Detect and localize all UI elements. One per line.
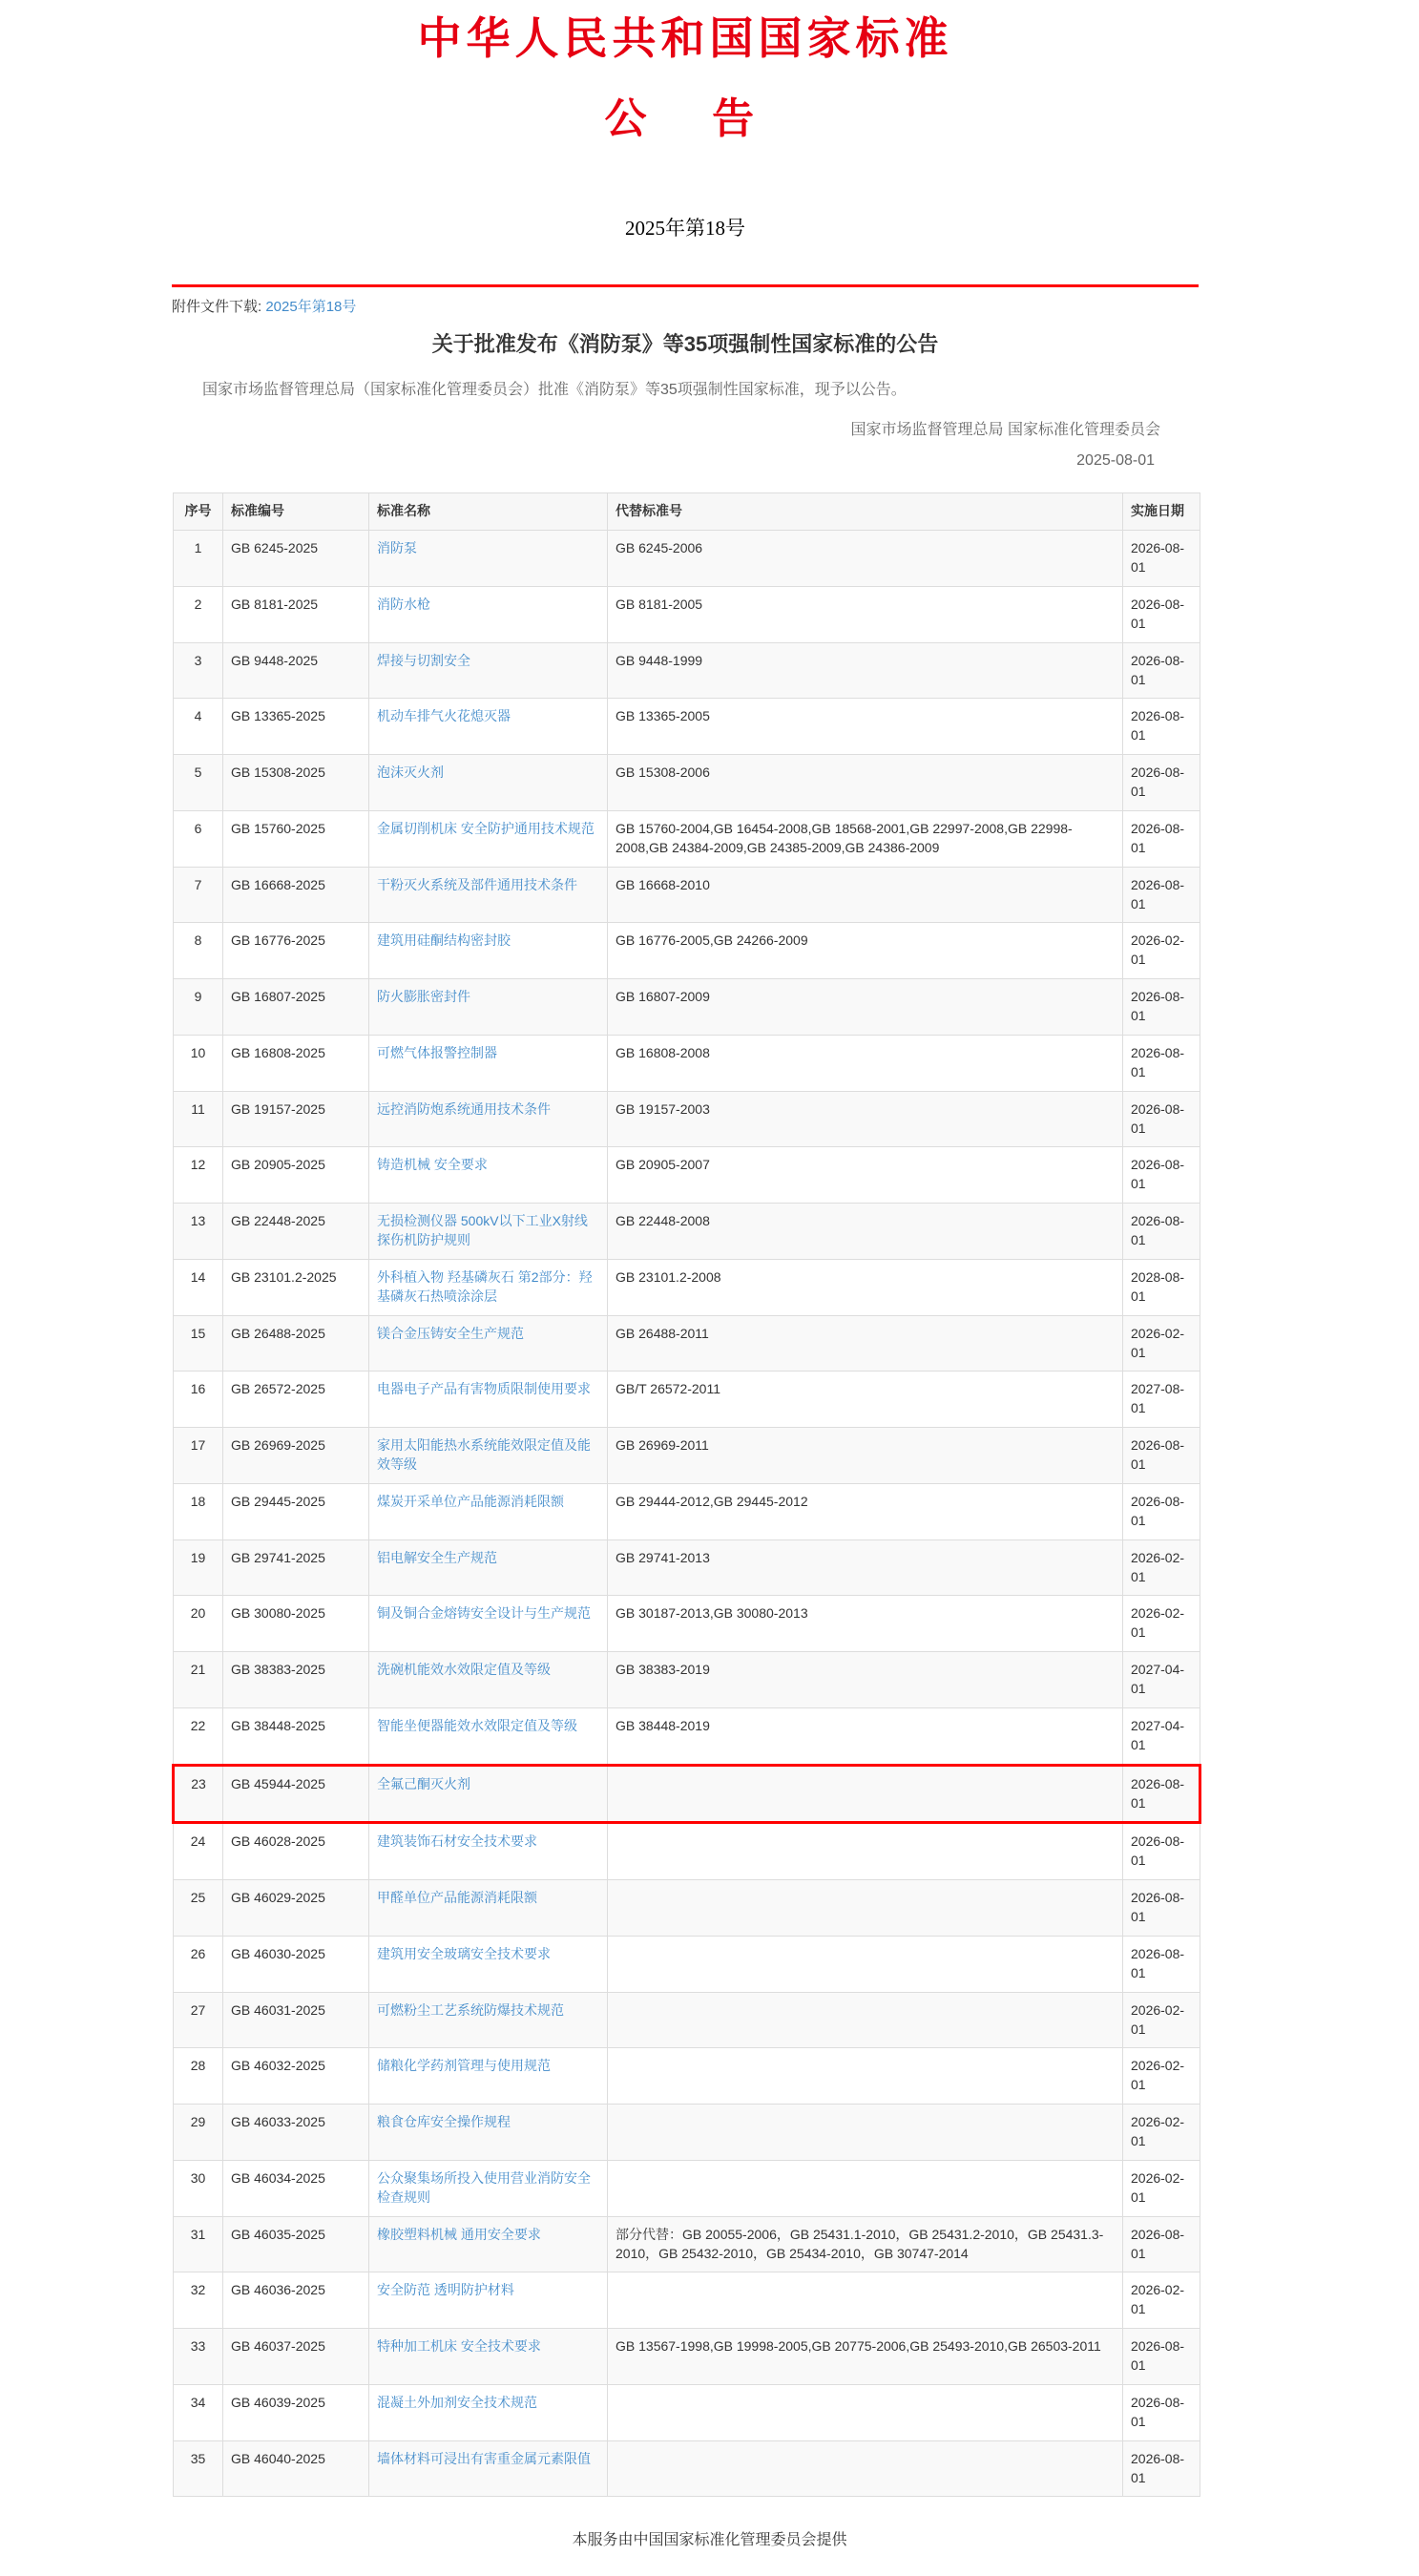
cell-serial-number: 20 bbox=[174, 1596, 223, 1652]
cell-implementation-date: 2026-08-01 bbox=[1123, 642, 1200, 699]
standard-name-link[interactable]: 消防泵 bbox=[377, 540, 417, 556]
standard-name-link[interactable]: 防火膨胀密封件 bbox=[377, 989, 470, 1005]
cell-replaced-standards: GB 6245-2006 bbox=[608, 531, 1123, 587]
cell-serial-number: 4 bbox=[174, 699, 223, 755]
standard-name-link[interactable]: 电器电子产品有害物质限制使用要求 bbox=[377, 1381, 591, 1397]
standard-name-link[interactable]: 外科植入物 羟基磷灰石 第2部分：羟基磷灰石热喷涂涂层 bbox=[377, 1268, 593, 1304]
cell-standard-code: GB 46028-2025 bbox=[223, 1823, 369, 1880]
cell-implementation-date: 2026-08-01 bbox=[1123, 2216, 1200, 2272]
standard-name-link[interactable]: 铝电解安全生产规范 bbox=[377, 1549, 497, 1565]
cell-replaced-standards: GB 13567-1998,GB 19998-2005,GB 20775-2006,GB 25493-2010,GB 26503-2011 bbox=[608, 2329, 1123, 2385]
standards-table bbox=[172, 492, 1201, 2497]
table-row bbox=[174, 1483, 1200, 1539]
cell-serial-number: 14 bbox=[174, 1259, 223, 1315]
cell-implementation-date: 2026-08-01 bbox=[1123, 755, 1200, 811]
cell-serial-number: 28 bbox=[174, 2048, 223, 2105]
cell-implementation-date: 2026-02-01 bbox=[1123, 1596, 1200, 1652]
cell-serial-number: 27 bbox=[174, 1992, 223, 2048]
cell-implementation-date: 2026-02-01 bbox=[1123, 1539, 1200, 1596]
standard-name-link[interactable]: 洗碗机能效水效限定值及等级 bbox=[377, 1662, 551, 1678]
cell-serial-number: 29 bbox=[174, 2105, 223, 2161]
cell-standard-code: GB 46032-2025 bbox=[223, 2048, 369, 2105]
cell-serial-number: 23 bbox=[174, 1765, 223, 1823]
cell-serial-number: 15 bbox=[174, 1315, 223, 1372]
cell-standard-code: GB 46039-2025 bbox=[223, 2384, 369, 2440]
column-header-serial: 序号 bbox=[174, 493, 223, 531]
table-row bbox=[174, 699, 1200, 755]
standard-name-link[interactable]: 镁合金压铸安全生产规范 bbox=[377, 1325, 524, 1341]
cell-implementation-date: 2026-08-01 bbox=[1123, 1765, 1200, 1823]
cell-replaced-standards: GB 26488-2011 bbox=[608, 1315, 1123, 1372]
publish-date: 2025-08-01 bbox=[1076, 452, 1155, 470]
attachment-label: 附件文件下载: bbox=[172, 299, 262, 316]
standard-name-link[interactable]: 智能坐便器能效水效限定值及等级 bbox=[377, 1717, 577, 1733]
standard-name-link[interactable]: 无损检测仪器 500kV以下工业X射线探伤机防护规则 bbox=[377, 1213, 588, 1248]
cell-serial-number: 25 bbox=[174, 1880, 223, 1937]
standard-name-link[interactable]: 粮食仓库安全操作规程 bbox=[377, 2114, 511, 2130]
table-row bbox=[174, 1539, 1200, 1596]
cell-standard-name bbox=[369, 1147, 608, 1204]
cell-standard-name bbox=[369, 1539, 608, 1596]
cell-replaced-standards: GB 13365-2005 bbox=[608, 699, 1123, 755]
cell-implementation-date: 2027-08-01 bbox=[1123, 1372, 1200, 1428]
table-row bbox=[174, 923, 1200, 979]
standard-name-link[interactable]: 公众聚集场所投入使用营业消防安全检查规则 bbox=[377, 2169, 591, 2205]
cell-standard-code: GB 46040-2025 bbox=[223, 2440, 369, 2497]
cell-standard-name bbox=[369, 979, 608, 1036]
cell-standard-code: GB 46029-2025 bbox=[223, 1880, 369, 1937]
cell-replaced-standards: GB 26969-2011 bbox=[608, 1428, 1123, 1484]
table-header-row bbox=[174, 493, 1200, 531]
cell-serial-number: 18 bbox=[174, 1483, 223, 1539]
cell-implementation-date: 2026-08-01 bbox=[1123, 531, 1200, 587]
cell-implementation-date: 2026-08-01 bbox=[1123, 2384, 1200, 2440]
cell-implementation-date: 2026-08-01 bbox=[1123, 2329, 1200, 2385]
cell-standard-code: GB 29741-2025 bbox=[223, 1539, 369, 1596]
cell-serial-number: 21 bbox=[174, 1652, 223, 1708]
cell-replaced-standards bbox=[608, 2440, 1123, 2497]
cell-serial-number: 31 bbox=[174, 2216, 223, 2272]
cell-implementation-date: 2026-02-01 bbox=[1123, 2272, 1200, 2329]
cell-standard-name bbox=[369, 867, 608, 923]
cell-standard-name bbox=[369, 699, 608, 755]
cell-serial-number: 8 bbox=[174, 923, 223, 979]
announcement-document bbox=[172, 0, 1199, 2497]
table-row bbox=[174, 1315, 1200, 1372]
cell-standard-name bbox=[369, 1992, 608, 2048]
cell-replaced-standards bbox=[608, 2048, 1123, 2105]
cell-serial-number: 30 bbox=[174, 2160, 223, 2216]
standard-name-link[interactable]: 消防水枪 bbox=[377, 596, 430, 612]
cell-implementation-date: 2027-04-01 bbox=[1123, 1652, 1200, 1708]
cell-replaced-standards bbox=[608, 1992, 1123, 2048]
cell-replaced-standards: GB 19157-2003 bbox=[608, 1091, 1123, 1147]
cell-standard-code: GB 38448-2025 bbox=[223, 1707, 369, 1765]
table-row bbox=[174, 531, 1200, 587]
cell-replaced-standards bbox=[608, 1936, 1123, 1992]
cell-serial-number: 5 bbox=[174, 755, 223, 811]
standard-name-link[interactable]: 建筑用硅酮结构密封胶 bbox=[377, 932, 511, 949]
table-row bbox=[174, 2160, 1200, 2216]
cell-standard-code: GB 9448-2025 bbox=[223, 642, 369, 699]
cell-serial-number: 1 bbox=[174, 531, 223, 587]
table-row bbox=[174, 1936, 1200, 1992]
cell-standard-name bbox=[369, 2440, 608, 2497]
cell-serial-number: 2 bbox=[174, 586, 223, 642]
cell-serial-number: 34 bbox=[174, 2384, 223, 2440]
cell-standard-code: GB 8181-2025 bbox=[223, 586, 369, 642]
standard-name-link[interactable]: 建筑用安全玻璃安全技术要求 bbox=[377, 1945, 551, 1961]
cell-standard-code: GB 6245-2025 bbox=[223, 531, 369, 587]
table-row bbox=[174, 1372, 1200, 1428]
cell-serial-number: 9 bbox=[174, 979, 223, 1036]
cell-standard-code: GB 15760-2025 bbox=[223, 810, 369, 867]
standard-name-link[interactable]: 煤炭开采单位产品能源消耗限额 bbox=[377, 1493, 564, 1509]
cell-standard-name bbox=[369, 2048, 608, 2105]
table-row-highlighted bbox=[174, 1765, 1200, 1823]
cell-implementation-date: 2026-08-01 bbox=[1123, 1147, 1200, 1204]
table-row bbox=[174, 1880, 1200, 1937]
cell-implementation-date: 2026-08-01 bbox=[1123, 1204, 1200, 1260]
table-row bbox=[174, 2105, 1200, 2161]
attachment-link[interactable]: 2025年第18号 bbox=[265, 299, 357, 316]
cell-replaced-standards bbox=[608, 2160, 1123, 2216]
cell-serial-number: 33 bbox=[174, 2329, 223, 2385]
standard-name-link[interactable]: 铜及铜合金熔铸安全设计与生产规范 bbox=[377, 1605, 591, 1622]
cell-implementation-date: 2028-08-01 bbox=[1123, 1259, 1200, 1315]
cell-serial-number: 7 bbox=[174, 867, 223, 923]
cell-standard-name bbox=[369, 1035, 608, 1091]
cell-standard-name bbox=[369, 1652, 608, 1708]
column-header-date: 实施日期 bbox=[1123, 493, 1200, 531]
cell-replaced-standards: GB 30187-2013,GB 30080-2013 bbox=[608, 1596, 1123, 1652]
table-row bbox=[174, 2216, 1200, 2272]
cell-standard-name bbox=[369, 2329, 608, 2385]
cell-standard-name bbox=[369, 2384, 608, 2440]
cell-replaced-standards: 部分代替：GB 20055-2006，GB 25431.1-2010，GB 25431.2-2010，GB 25431.3-2010，GB 25432-2010，GB 25434-2010，GB 30747-2014 bbox=[608, 2216, 1123, 2272]
cell-standard-code: GB 38383-2025 bbox=[223, 1652, 369, 1708]
cell-standard-code: GB 16807-2025 bbox=[223, 979, 369, 1036]
cell-standard-name bbox=[369, 1936, 608, 1992]
table-row bbox=[174, 1652, 1200, 1708]
cell-standard-name bbox=[369, 1372, 608, 1428]
standard-name-link[interactable]: 混凝土外加剂安全技术规范 bbox=[377, 2394, 537, 2410]
cell-replaced-standards bbox=[608, 1765, 1123, 1823]
table-row bbox=[174, 1204, 1200, 1260]
cell-standard-code: GB 22448-2025 bbox=[223, 1204, 369, 1260]
issuing-authority: 国家市场监督管理总局 国家标准化管理委员会 bbox=[850, 422, 1160, 439]
cell-standard-code: GB 46035-2025 bbox=[223, 2216, 369, 2272]
cell-standard-code: GB 26488-2025 bbox=[223, 1315, 369, 1372]
table-row bbox=[174, 2048, 1200, 2105]
cell-replaced-standards: GB 38448-2019 bbox=[608, 1707, 1123, 1765]
cell-implementation-date: 2026-08-01 bbox=[1123, 810, 1200, 867]
cell-standard-code: GB 29445-2025 bbox=[223, 1483, 369, 1539]
standard-name-link[interactable]: 机动车排气火花熄灭器 bbox=[377, 708, 511, 724]
cell-standard-name bbox=[369, 1880, 608, 1937]
cell-standard-code: GB 46033-2025 bbox=[223, 2105, 369, 2161]
cell-serial-number: 35 bbox=[174, 2440, 223, 2497]
announcement-heading: 关于批准发布《消防泵》等35项强制性国家标准的公告 bbox=[431, 332, 939, 357]
cell-standard-name bbox=[369, 1765, 608, 1823]
cell-implementation-date: 2026-02-01 bbox=[1123, 1315, 1200, 1372]
cell-standard-code: GB 46037-2025 bbox=[223, 2329, 369, 2385]
cell-replaced-standards bbox=[608, 1823, 1123, 1880]
table-row bbox=[174, 2272, 1200, 2329]
standard-name-link[interactable]: 泡沫灭火剂 bbox=[377, 764, 444, 781]
cell-serial-number: 24 bbox=[174, 1823, 223, 1880]
standard-name-link[interactable]: 干粉灭火系统及部件通用技术条件 bbox=[377, 876, 577, 892]
cell-standard-name bbox=[369, 1091, 608, 1147]
cell-replaced-standards: GB 38383-2019 bbox=[608, 1652, 1123, 1708]
cell-standard-name bbox=[369, 1204, 608, 1260]
table-row bbox=[174, 1259, 1200, 1315]
body-paragraph: 国家市场监督管理总局（国家标准化管理委员会）批准《消防泵》等35项强制性国家标准，现予以公告。 bbox=[202, 381, 907, 398]
cell-implementation-date: 2026-08-01 bbox=[1123, 1936, 1200, 1992]
cell-implementation-date: 2026-08-01 bbox=[1123, 1035, 1200, 1091]
cell-implementation-date: 2026-08-01 bbox=[1123, 867, 1200, 923]
cell-standard-code: GB 15308-2025 bbox=[223, 755, 369, 811]
cell-implementation-date: 2026-08-01 bbox=[1123, 1428, 1200, 1484]
table-row bbox=[174, 1147, 1200, 1204]
cell-replaced-standards: GB 20905-2007 bbox=[608, 1147, 1123, 1204]
standard-name-link[interactable]: 安全防范 透明防护材料 bbox=[377, 2282, 514, 2298]
cell-standard-name bbox=[369, 586, 608, 642]
cell-replaced-standards: GB 8181-2005 bbox=[608, 586, 1123, 642]
cell-replaced-standards: GB 29444-2012,GB 29445-2012 bbox=[608, 1483, 1123, 1539]
cell-replaced-standards: GB 15760-2004,GB 16454-2008,GB 18568-2001,GB 22997-2008,GB 22998-2008,GB 24384-2009,GB 24385-2009,GB 24386-2009 bbox=[608, 810, 1123, 867]
table-row bbox=[174, 586, 1200, 642]
cell-replaced-standards bbox=[608, 2105, 1123, 2161]
column-header-code: 标准编号 bbox=[223, 493, 369, 531]
cell-standard-code: GB 46030-2025 bbox=[223, 1936, 369, 1992]
table-row bbox=[174, 810, 1200, 867]
cell-serial-number: 26 bbox=[174, 1936, 223, 1992]
cell-standard-name bbox=[369, 1315, 608, 1372]
table-row bbox=[174, 1823, 1200, 1880]
cell-implementation-date: 2026-08-01 bbox=[1123, 1483, 1200, 1539]
cell-implementation-date: 2026-08-01 bbox=[1123, 979, 1200, 1036]
cell-serial-number: 16 bbox=[174, 1372, 223, 1428]
cell-implementation-date: 2026-02-01 bbox=[1123, 1992, 1200, 2048]
cell-standard-name bbox=[369, 1259, 608, 1315]
standard-name-link[interactable]: 可燃粉尘工艺系统防爆技术规范 bbox=[377, 2001, 564, 2018]
standard-name-link[interactable]: 甲醛单位产品能源消耗限额 bbox=[377, 1890, 537, 1906]
cell-serial-number: 32 bbox=[174, 2272, 223, 2329]
standard-name-link[interactable]: 全氟己酮灭火剂 bbox=[377, 1775, 470, 1791]
table-row bbox=[174, 642, 1200, 699]
cell-serial-number: 17 bbox=[174, 1428, 223, 1484]
standard-name-link[interactable]: 储粮化学药剂管理与使用规范 bbox=[377, 2058, 551, 2074]
table-row bbox=[174, 1992, 1200, 2048]
table-row bbox=[174, 1035, 1200, 1091]
cell-standard-code: GB 16808-2025 bbox=[223, 1035, 369, 1091]
cell-standard-name bbox=[369, 755, 608, 811]
table-row bbox=[174, 2440, 1200, 2497]
cell-replaced-standards: GB 16668-2010 bbox=[608, 867, 1123, 923]
cell-standard-name bbox=[369, 1823, 608, 1880]
standard-name-link[interactable]: 墙体材料可浸出有害重金属元素限值 bbox=[377, 2450, 591, 2466]
cell-standard-name bbox=[369, 531, 608, 587]
cell-standard-code: GB 46036-2025 bbox=[223, 2272, 369, 2329]
cell-standard-name bbox=[369, 2216, 608, 2272]
cell-implementation-date: 2027-04-01 bbox=[1123, 1707, 1200, 1765]
cell-standard-code: GB 46031-2025 bbox=[223, 1992, 369, 2048]
cell-standard-code: GB 26969-2025 bbox=[223, 1428, 369, 1484]
cell-standard-name bbox=[369, 2105, 608, 2161]
cell-implementation-date: 2026-08-01 bbox=[1123, 2440, 1200, 2497]
cell-replaced-standards: GB 15308-2006 bbox=[608, 755, 1123, 811]
cell-replaced-standards: GB 16807-2009 bbox=[608, 979, 1123, 1036]
standard-name-link[interactable]: 橡胶塑料机械 通用安全要求 bbox=[377, 2226, 541, 2242]
cell-standard-name bbox=[369, 1596, 608, 1652]
issue-number: 2025年第18号 bbox=[625, 216, 745, 240]
cell-serial-number: 6 bbox=[174, 810, 223, 867]
cell-serial-number: 12 bbox=[174, 1147, 223, 1204]
cell-standard-code: GB 26572-2025 bbox=[223, 1372, 369, 1428]
attachment-bar bbox=[172, 284, 1199, 316]
standard-name-link[interactable]: 铸造机械 安全要求 bbox=[377, 1157, 488, 1173]
page-title: 中华人民共和国国家标准 bbox=[417, 14, 953, 63]
column-header-replaces: 代替标准号 bbox=[608, 493, 1123, 531]
cell-implementation-date: 2026-08-01 bbox=[1123, 1823, 1200, 1880]
cell-implementation-date: 2026-08-01 bbox=[1123, 699, 1200, 755]
column-header-name: 标准名称 bbox=[369, 493, 608, 531]
cell-replaced-standards: GB 29741-2013 bbox=[608, 1539, 1123, 1596]
footer-text: 本服务由中国国家标准化管理委员会提供 bbox=[572, 2532, 847, 2549]
cell-standard-name bbox=[369, 1707, 608, 1765]
standards-table-body bbox=[174, 531, 1200, 2497]
cell-standard-name bbox=[369, 810, 608, 867]
cell-standard-code: GB 16776-2025 bbox=[223, 923, 369, 979]
cell-implementation-date: 2026-08-01 bbox=[1123, 1880, 1200, 1937]
announcement-subtitle: 公 告 bbox=[604, 94, 766, 142]
cell-replaced-standards: GB 23101.2-2008 bbox=[608, 1259, 1123, 1315]
standard-name-link[interactable]: 焊接与切割安全 bbox=[377, 652, 470, 668]
cell-standard-code: GB 46034-2025 bbox=[223, 2160, 369, 2216]
table-row bbox=[174, 979, 1200, 1036]
standard-name-link[interactable]: 金属切削机床 安全防护通用技术规范 bbox=[377, 820, 595, 836]
cell-standard-code: GB 20905-2025 bbox=[223, 1147, 369, 1204]
table-row bbox=[174, 755, 1200, 811]
cell-replaced-standards: GB/T 26572-2011 bbox=[608, 1372, 1123, 1428]
cell-standard-code: GB 23101.2-2025 bbox=[223, 1259, 369, 1315]
cell-standard-code: GB 19157-2025 bbox=[223, 1091, 369, 1147]
table-row bbox=[174, 1707, 1200, 1765]
cell-implementation-date: 2026-08-01 bbox=[1123, 1091, 1200, 1147]
cell-standard-code: GB 13365-2025 bbox=[223, 699, 369, 755]
table-row bbox=[174, 2384, 1200, 2440]
table-row bbox=[174, 1091, 1200, 1147]
cell-replaced-standards bbox=[608, 2272, 1123, 2329]
standard-name-link[interactable]: 家用太阳能热水系统能效限定值及能效等级 bbox=[377, 1437, 591, 1473]
cell-serial-number: 3 bbox=[174, 642, 223, 699]
table-row bbox=[174, 867, 1200, 923]
cell-serial-number: 22 bbox=[174, 1707, 223, 1765]
cell-replaced-standards bbox=[608, 2384, 1123, 2440]
cell-standard-code: GB 45944-2025 bbox=[223, 1765, 369, 1823]
cell-implementation-date: 2026-08-01 bbox=[1123, 586, 1200, 642]
cell-standard-code: GB 16668-2025 bbox=[223, 867, 369, 923]
standard-name-link[interactable]: 建筑装饰石材安全技术要求 bbox=[377, 1833, 537, 1850]
cell-replaced-standards: GB 9448-1999 bbox=[608, 642, 1123, 699]
cell-implementation-date: 2026-02-01 bbox=[1123, 923, 1200, 979]
cell-implementation-date: 2026-02-01 bbox=[1123, 2160, 1200, 2216]
standard-name-link[interactable]: 远控消防炮系统通用技术条件 bbox=[377, 1100, 551, 1117]
cell-standard-name bbox=[369, 923, 608, 979]
cell-serial-number: 13 bbox=[174, 1204, 223, 1260]
table-row bbox=[174, 1428, 1200, 1484]
cell-standard-name bbox=[369, 2160, 608, 2216]
cell-implementation-date: 2026-02-01 bbox=[1123, 2048, 1200, 2105]
cell-standard-name bbox=[369, 642, 608, 699]
cell-replaced-standards: GB 16776-2005,GB 24266-2009 bbox=[608, 923, 1123, 979]
standard-name-link[interactable]: 可燃气体报警控制器 bbox=[377, 1044, 497, 1060]
standard-name-link[interactable]: 特种加工机床 安全技术要求 bbox=[377, 2338, 541, 2355]
cell-serial-number: 11 bbox=[174, 1091, 223, 1147]
cell-replaced-standards: GB 16808-2008 bbox=[608, 1035, 1123, 1091]
cell-standard-name bbox=[369, 1483, 608, 1539]
cell-replaced-standards bbox=[608, 1880, 1123, 1937]
cell-implementation-date: 2026-02-01 bbox=[1123, 2105, 1200, 2161]
cell-serial-number: 19 bbox=[174, 1539, 223, 1596]
cell-replaced-standards: GB 22448-2008 bbox=[608, 1204, 1123, 1260]
cell-serial-number: 10 bbox=[174, 1035, 223, 1091]
cell-standard-code: GB 30080-2025 bbox=[223, 1596, 369, 1652]
table-row bbox=[174, 1596, 1200, 1652]
table-row bbox=[174, 2329, 1200, 2385]
cell-standard-name bbox=[369, 1428, 608, 1484]
cell-standard-name bbox=[369, 2272, 608, 2329]
